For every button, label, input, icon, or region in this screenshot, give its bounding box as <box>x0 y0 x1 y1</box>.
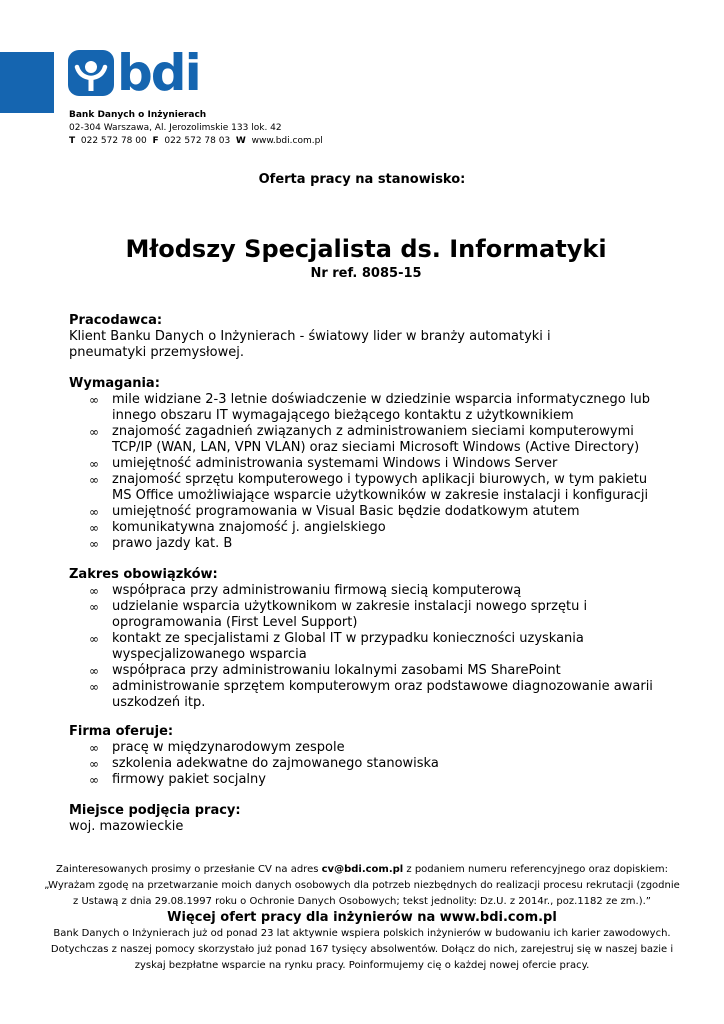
about-bdi: Bank Danych o Inżynierach już od ponad 23 lat aktywnie wspiera polskich inżynierów w budowaniu ich karier zawodowych. Dotychczas z naszej pomocy skorzystało już ponad 167 tysięcy absolwentów. Dołącz do nich, zarejestruj się w naszej bazie i zyskaj bezpłatne wsparcie na rynku pracy. Poinformujemy cię o każdej nowej ofercie pracy. <box>50 928 674 971</box>
list-item-text: szkolenia adekwatne do zajmowanego stanowiska <box>112 756 439 771</box>
phone-label: T <box>69 136 76 146</box>
bullet-icon: ∞ <box>89 584 99 598</box>
bdi-person-icon <box>68 50 114 96</box>
employer-heading: Pracodawca: <box>69 313 163 328</box>
list-item <box>69 740 669 756</box>
consent-clause: „Wyrażam zgodę na przetwarzanie moich danych osobowych dla potrzeb niezbędnych do realizacji procesu rekrutacji (zgodnie z Ustawą z dnia 29.08.1997 roku o Ochronie Danych Osobowych; tekst jednolity: Dz.U. z 2014r., poz.1182 ze zm.).” <box>44 880 680 907</box>
list-item-text: współpraca przy administrowaniu lokalnymi zasobami MS SharePoint <box>112 663 561 678</box>
list-item <box>69 756 669 772</box>
offers-section <box>69 724 669 788</box>
list-item <box>69 679 669 711</box>
requirements-section <box>69 376 669 552</box>
employer-section <box>69 313 669 361</box>
list-item-text: mile widziane 2-3 letnie doświadczenie w dziedzinie wsparcia informatycznego lub innego obszaru IT wymagającego bieżącego kontaktu z użytkownikiem <box>112 392 650 423</box>
requirements-list <box>69 392 669 552</box>
cv-email-link[interactable]: cv@bdi.com.pl <box>321 864 404 875</box>
list-item-text: kontakt ze specjalistami z Global IT w przypadku konieczności uzyskania wyspecjalizowanego wsparcia <box>112 631 584 662</box>
fax-label: F <box>152 136 159 146</box>
list-item <box>69 456 669 472</box>
list-item-text: współpraca przy administrowaniu firmową siecią komputerową <box>112 583 522 598</box>
duties-heading: Zakres obowiązków: <box>69 567 218 582</box>
list-item <box>69 663 669 679</box>
bullet-icon: ∞ <box>89 664 99 678</box>
phone: 022 572 78 00 <box>80 136 147 146</box>
reference-number: Nr ref. 8085-15 <box>310 266 422 281</box>
list-item <box>69 772 669 788</box>
company-address: 02-304 Warszawa, Al. Jerozolimskie 133 lok. 42 <box>69 123 282 133</box>
bullet-icon: ∞ <box>89 457 99 471</box>
bullet-icon: ∞ <box>89 521 99 535</box>
cv-text-before: Zainteresowanych prosimy o przesłanie CV na adres <box>55 864 319 875</box>
bullet-icon: ∞ <box>89 773 99 787</box>
job-title: Młodszy Specjalista ds. Informatyki <box>125 235 607 263</box>
list-item <box>69 583 669 599</box>
list-item-text: administrowanie sprzętem komputerowym oraz podstawowe diagnozowanie awarii uszkodzeń itp. <box>112 679 653 710</box>
bullet-icon: ∞ <box>89 537 99 551</box>
offer-label: Oferta pracy na stanowisko: <box>258 172 466 187</box>
list-item-text: znajomość sprzętu komputerowego i typowych aplikacji biurowych, w tym pakietu MS Office umożliwiające wsparcie użytkowników w zakresie instalacji i konfiguracji <box>112 472 649 503</box>
list-item-text: umiejętność programowania w Visual Basic będzie dodatkowym atutem <box>112 504 580 519</box>
list-item-text: prawo jazdy kat. B <box>112 536 233 551</box>
location-text: woj. mazowieckie <box>69 819 184 834</box>
company-name: Bank Danych o Inżynierach <box>69 110 207 120</box>
company-contacts <box>69 135 323 148</box>
brand-bar <box>0 52 54 113</box>
list-item-text: firmowy pakiet socjalny <box>112 772 266 787</box>
list-item-text: znajomość zagadnień związanych z administrowaniem sieciami komputerowymi TCP/IP (WAN, LAN, VPN VLAN) oraz sieciami Microsoft Windows (Active Directory) <box>112 424 640 455</box>
bullet-icon: ∞ <box>89 425 99 439</box>
fax: 022 572 78 03 <box>164 136 231 146</box>
company-info <box>69 109 323 148</box>
bdi-logo <box>68 44 200 102</box>
bullet-icon: ∞ <box>89 600 99 614</box>
bullet-icon: ∞ <box>89 473 99 487</box>
list-item <box>69 520 669 536</box>
bullet-icon: ∞ <box>89 393 99 407</box>
list-item-text: pracę w międzynarodowym zespole <box>112 740 345 755</box>
cv-text-after: z podaniem numeru referencyjnego oraz dopiskiem: <box>406 864 669 875</box>
duties-section <box>69 567 669 711</box>
bullet-icon: ∞ <box>89 632 99 646</box>
requirements-heading: Wymagania: <box>69 376 160 391</box>
list-item <box>69 536 669 552</box>
web-link[interactable]: www.bdi.com.pl <box>251 136 323 146</box>
employer-text: Klient Banku Danych o Inżynierach - światowy lider w branży automatyki i pneumatyki przemysłowej. <box>69 329 551 360</box>
list-item <box>69 599 669 631</box>
list-item <box>69 631 669 663</box>
list-item <box>69 424 669 456</box>
more-offers-link[interactable]: Więcej ofert pracy dla inżynierów na www.bdi.com.pl <box>167 910 557 925</box>
list-item <box>69 392 669 424</box>
list-item-text: udzielanie wsparcia użytkownikom w zakresie instalacji nowego sprzętu i oprogramowania (First Level Support) <box>112 599 588 630</box>
bullet-icon: ∞ <box>89 505 99 519</box>
offers-heading: Firma oferuje: <box>69 724 174 739</box>
bullet-icon: ∞ <box>89 757 99 771</box>
duties-list <box>69 583 669 711</box>
list-item <box>69 472 669 504</box>
web-label: W <box>235 136 246 146</box>
location-section <box>69 803 669 835</box>
list-item-text: umiejętność administrowania systemami Windows i Windows Server <box>112 456 558 471</box>
footer <box>40 862 684 974</box>
offers-list <box>69 740 669 788</box>
logo-text: bdi <box>117 44 200 102</box>
list-item <box>69 504 669 520</box>
cv-instructions <box>40 862 684 878</box>
list-item-text: komunikatywna znajomość j. angielskiego <box>112 520 386 535</box>
bullet-icon: ∞ <box>89 680 99 694</box>
bullet-icon: ∞ <box>89 741 99 755</box>
location-heading: Miejsce podjęcia pracy: <box>69 803 241 818</box>
